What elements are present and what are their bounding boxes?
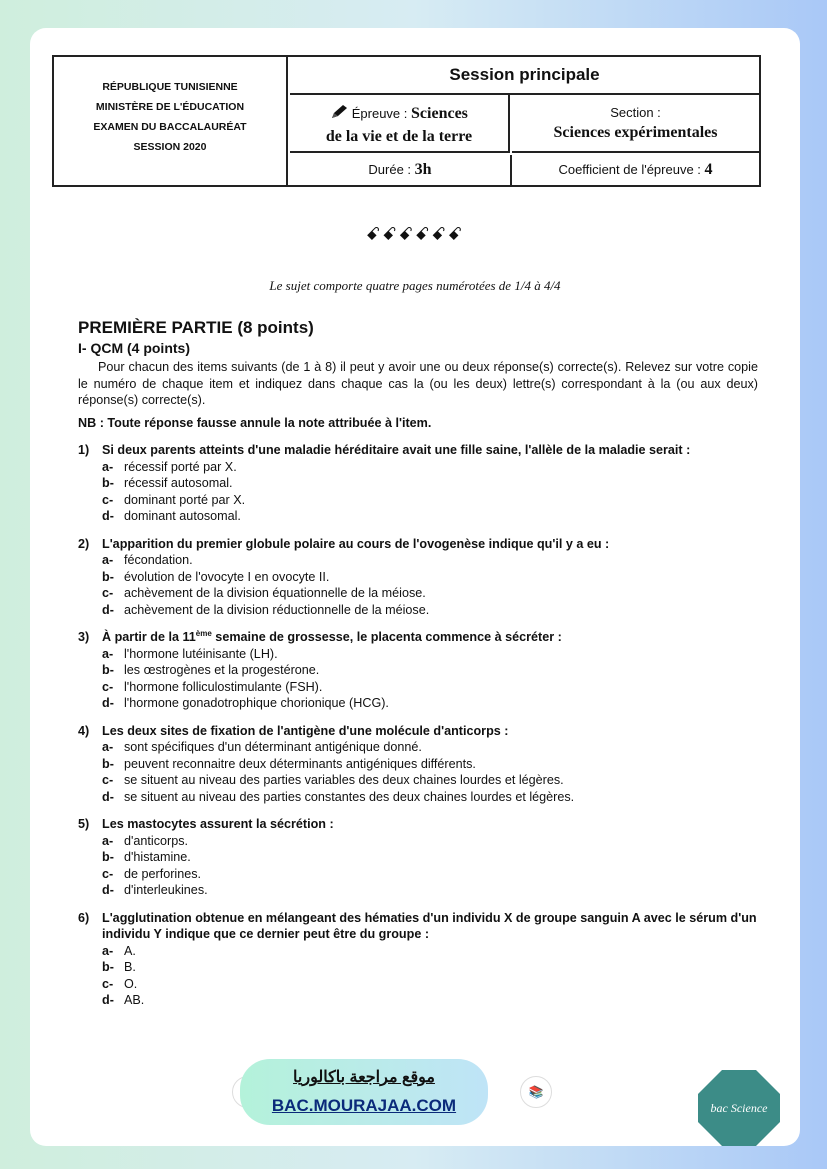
question-stem: [78, 816, 758, 833]
option-letter: d-: [102, 789, 114, 804]
option-text: évolution de l'ovocyte I en ovocyte II.: [124, 569, 330, 584]
answer-option: [78, 679, 758, 696]
option-text: les œstrogènes et la progestérone.: [124, 663, 320, 677]
answer-option: [78, 602, 758, 619]
option-letter: c-: [102, 773, 114, 787]
question-text: Les deux sites de fixation de l'antigène d'une molécule d'anticorps :: [102, 723, 509, 738]
question-stem: [78, 442, 758, 459]
answer-option: [78, 992, 758, 1009]
option-letter: c-: [102, 492, 114, 507]
option-text: se situent au niveau des parties variables des deux chaines lourdes et légères.: [124, 773, 564, 787]
option-text: dominant autosomal.: [124, 509, 241, 523]
answer-option: [78, 959, 758, 976]
question-number: 1): [78, 443, 90, 457]
option-letter: d-: [102, 696, 114, 710]
right-logo-icon: 📚: [520, 1076, 552, 1108]
answer-option: [78, 459, 758, 476]
option-text: l'hormone folliculostimulante (FSH).: [124, 679, 323, 694]
option-letter: d-: [102, 883, 114, 897]
banner-url[interactable]: BAC.MOURAJAA.COM: [271, 1096, 457, 1115]
answer-option: [78, 739, 758, 756]
option-text: de perforines.: [124, 866, 202, 881]
question-number: 2): [78, 536, 90, 551]
section-cell: [512, 95, 759, 153]
exam-page: [30, 28, 800, 1146]
instructions-text: Pour chacun des items suivants (de 1 à 8) il peut y avoir une ou deux réponse(s) correcte(s). Relevez sur votre copie le numéro de chaque item et indiquez dans chaque cas la (ou les deux) lettre(s) correspondant à la (ou aux deux) réponse(s) correcte(s).: [78, 360, 758, 407]
option-text: achèvement de la division équationnelle de la méiose.: [124, 586, 426, 600]
question-number: 6): [78, 910, 90, 925]
answer-option: [78, 646, 758, 663]
option-letter: a-: [102, 740, 114, 754]
exam-text: EXAMEN DU BACCALAURÉAT: [93, 121, 247, 133]
epreuve-cell: [290, 95, 510, 153]
duration-cell: [290, 155, 512, 185]
question-text: L'apparition du premier globule polaire au cours de l'ovogenèse indique qu'il y a eu :: [102, 536, 610, 551]
option-letter: b-: [102, 663, 114, 677]
question-1: [78, 442, 758, 525]
option-letter: b-: [102, 756, 114, 771]
option-letter: d-: [102, 602, 114, 617]
option-text: l'hormone lutéinisante (LH).: [124, 646, 278, 661]
answer-option: [78, 866, 758, 883]
option-text: d'anticorps.: [124, 833, 189, 848]
question-text: À partir de la 11: [102, 630, 196, 644]
exam-header: [52, 55, 761, 187]
option-letter: b-: [102, 850, 114, 864]
option-text: AB.: [124, 993, 145, 1007]
answer-option: [78, 976, 758, 993]
site-banner[interactable]: [240, 1059, 488, 1125]
option-letter: c-: [102, 679, 114, 694]
question-number: 3): [78, 630, 90, 644]
option-text: récessif porté par X.: [124, 459, 237, 474]
answer-option: [78, 492, 758, 509]
option-letter: c-: [102, 586, 114, 600]
answer-option: [78, 943, 758, 960]
option-text: d'interleukines.: [124, 883, 208, 897]
section-value: Sciences expérimentales: [553, 124, 718, 141]
option-letter: c-: [102, 976, 114, 991]
question-text: L'agglutination obtenue en mélangeant des hématies d'un individu X de groupe sanguin A avec le sérum d'un individu Y indique que ce dernier peut être du groupe :: [102, 910, 757, 941]
option-letter: a-: [102, 459, 114, 474]
answer-option: [78, 849, 758, 866]
option-text: d'histamine.: [124, 850, 191, 864]
answer-option: [78, 789, 758, 806]
option-text: récessif autosomal.: [124, 476, 233, 490]
question-text: semaine de grossesse, le placenta commence à sécréter :: [211, 630, 562, 644]
question-text: Les mastocytes assurent la sécrétion :: [102, 817, 334, 831]
question-stem: [78, 536, 758, 553]
question-number: 5): [78, 817, 90, 831]
institution-block: [54, 57, 288, 185]
option-letter: b-: [102, 960, 114, 974]
answer-option: [78, 756, 758, 773]
option-letter: a-: [102, 646, 114, 661]
option-letter: b-: [102, 476, 114, 490]
epreuve-value-2: de la vie et de la terre: [325, 128, 473, 145]
ministry-text: MINISTÈRE DE L'ÉDUCATION: [95, 101, 245, 113]
nb-note: NB : Toute réponse fausse annule la note attribuée à l'item.: [78, 415, 432, 430]
option-text: B.: [124, 960, 136, 974]
answer-option: [78, 695, 758, 712]
epreuve-value-1: Sciences: [411, 105, 468, 122]
answer-option: [78, 662, 758, 679]
duration-label: Durée :: [368, 162, 412, 177]
question-list: [78, 442, 758, 1009]
option-text: A.: [124, 943, 136, 958]
question-3: [78, 629, 758, 712]
question-5: [78, 816, 758, 899]
coefficient-cell: [512, 155, 759, 185]
pencil-icon: [330, 104, 348, 126]
duration-value: 3h: [414, 161, 432, 178]
option-text: sont spécifiques d'un déterminant antigénique donné.: [124, 740, 422, 754]
question-stem: [78, 629, 758, 646]
option-text: peuvent reconnaitre deux déterminants antigéniques différents.: [124, 756, 476, 771]
part-title: PREMIÈRE PARTIE (8 points): [78, 318, 314, 337]
answer-option: [78, 552, 758, 569]
option-text: fécondation.: [124, 553, 193, 567]
option-text: se situent au niveau des parties constantes des deux chaines lourdes et légères.: [124, 789, 575, 804]
coefficient-label: Coefficient de l'épreuve :: [558, 162, 701, 177]
banner-arabic[interactable]: موقع مراجعة باكالوريا: [293, 1069, 435, 1086]
option-letter: a-: [102, 553, 114, 567]
section-label: Section :: [610, 105, 661, 120]
question-2: [78, 536, 758, 619]
question-stem: [78, 723, 758, 740]
qcm-title: I- QCM (4 points): [78, 340, 190, 356]
badge-text: bac Science: [710, 1101, 768, 1115]
option-letter: d-: [102, 509, 114, 523]
answer-option: [78, 569, 758, 586]
question-stem: [78, 910, 758, 943]
intro-text: Le sujet comporte quatre pages numérotées de 1/4 à 4/4: [269, 278, 561, 293]
answer-option: [78, 833, 758, 850]
option-letter: b-: [102, 569, 114, 584]
exam-content: [78, 317, 758, 1009]
answer-option: [78, 772, 758, 789]
session-year-text: SESSION 2020: [133, 141, 207, 153]
option-text: l'hormone gonadotrophique chorionique (HCG).: [124, 696, 389, 710]
question-6: [78, 910, 758, 1009]
coefficient-value: 4: [704, 161, 713, 178]
answer-option: [78, 475, 758, 492]
option-letter: d-: [102, 993, 114, 1007]
answer-option: [78, 585, 758, 602]
answer-option: [78, 508, 758, 525]
question-text: Si deux parents atteints d'une maladie héréditaire avait une fille saine, l'allèle de la maladie serait :: [102, 443, 691, 457]
epreuve-label: Épreuve :: [351, 106, 408, 121]
option-letter: c-: [102, 866, 114, 881]
question-number: 4): [78, 723, 90, 738]
option-letter: a-: [102, 943, 114, 958]
bac-science-badge: [696, 1068, 782, 1148]
option-letter: a-: [102, 833, 114, 848]
question-superscript: ème: [195, 628, 212, 638]
answer-option: [78, 882, 758, 899]
ornament-divider: ꗃꗃꗃꗃꗃꗃ: [365, 224, 465, 244]
option-text: O.: [124, 976, 138, 991]
country-text: RÉPUBLIQUE TUNISIENNE: [102, 81, 238, 93]
option-text: achèvement de la division réductionnelle de la méiose.: [124, 602, 430, 617]
option-text: dominant porté par X.: [124, 492, 246, 507]
session-title: Session principale: [290, 57, 759, 95]
question-4: [78, 723, 758, 806]
